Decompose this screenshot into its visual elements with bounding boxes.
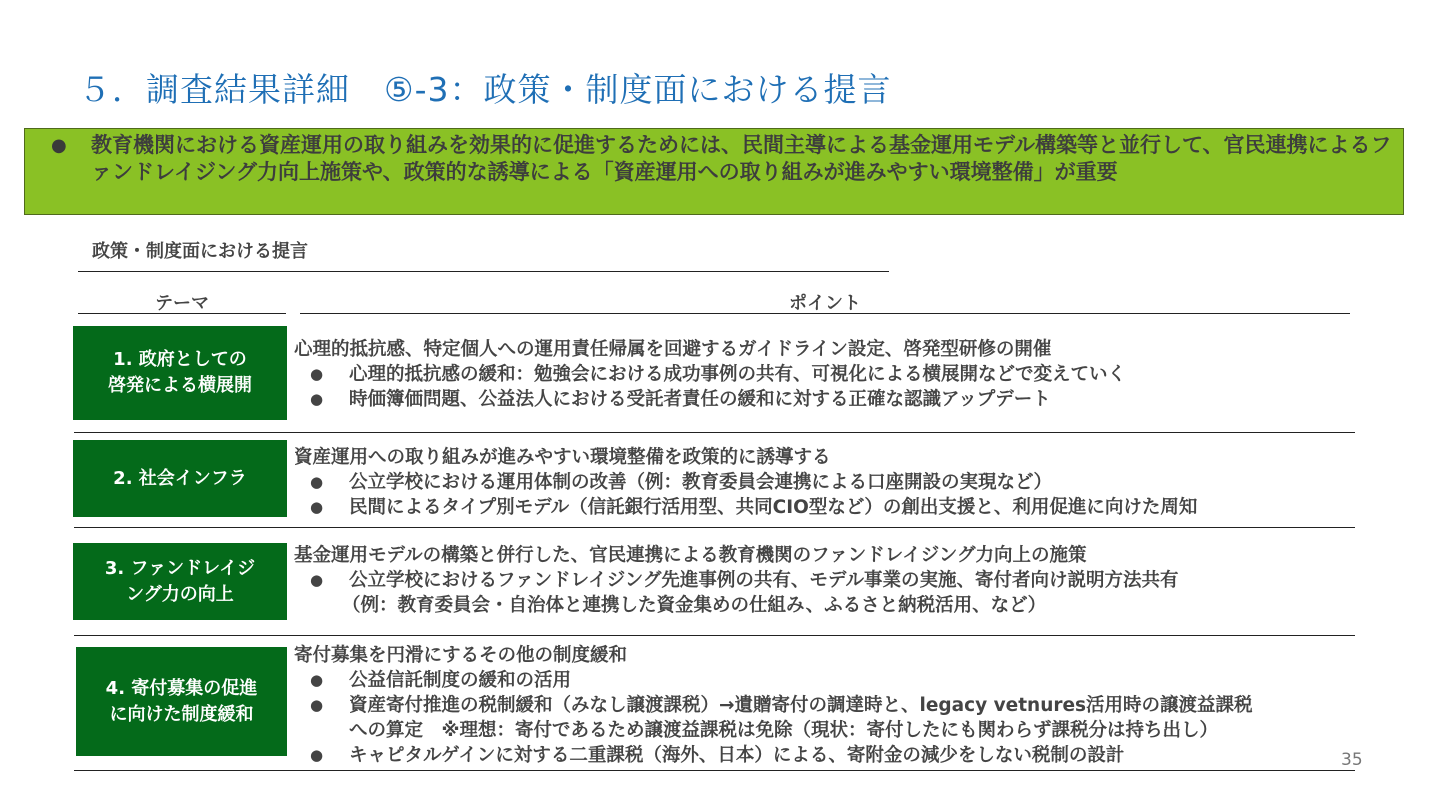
list-item: ● 民間によるタイプ別モデル（信託銀行活用型、共同CIO型など）の創出支援と、利用促進に向けた周知 <box>310 497 1198 518</box>
list-item: ● 公立学校における運用体制の改善（例：教育委員会連携による口座開設の実現など） <box>310 472 1053 493</box>
bullet-icon: ● <box>310 498 324 516</box>
row-heading: 基金運用モデルの構築と併行した、官民連携による教育機関のファンドレイジング力向上の施策 <box>294 545 1087 566</box>
row-points-1 <box>294 337 1359 412</box>
list-item: ● 公益信託制度の緩和の活用 <box>310 670 572 691</box>
bullet-icon: ● <box>310 571 324 589</box>
row-heading: 資産運用への取り組みが進みやすい環境整備を政策的に誘導する <box>294 447 831 468</box>
bullet-icon: ● <box>310 365 324 383</box>
bullet-icon: ● <box>310 696 324 714</box>
summary-bullet: ● <box>51 135 67 156</box>
row-points-3 <box>294 543 1359 618</box>
list-item: ● 資産寄付推進の税制緩和（みなし譲渡課税）→遺贈寄付の調達時と、legacy vetnures活用時の譲渡益課税 <box>310 695 1253 716</box>
theme-box-3: 3. ファンドレイジ ング力の向上 <box>73 543 287 620</box>
list-item: ● キャピタルゲインに対する二重課税（海外、日本）による、寄附金の減少をしない税制の設計 <box>310 745 1125 766</box>
row-divider <box>74 432 1355 433</box>
list-item: ● 心理的抵抗感の緩和：勉強会における成功事例の共有、可視化による横展開などで変えていく <box>310 364 1127 385</box>
list-item: ● 時価簿価問題、公益法人における受託者責任の緩和に対する正確な認識アップデート <box>310 389 1051 410</box>
theme-box-2: 2. 社会インフラ <box>73 440 287 517</box>
row-divider <box>74 527 1355 528</box>
column-header-point: ポイント <box>789 293 861 314</box>
column-header-theme: テーマ <box>155 293 209 314</box>
point-header-underline <box>300 313 1350 314</box>
list-item-continuation: （例：教育委員会・自治体と連携した資金集めの仕組み、ふるさと納税活用、など） <box>342 595 1047 616</box>
list-item: ● 公立学校におけるファンドレイジング先進事例の共有、モデル事業の実施、寄付者向け説明方法共有 <box>310 570 1179 591</box>
table-bottom-line <box>74 770 1355 771</box>
row-heading: 心理的抵抗感、特定個人への運用責任帰属を回避するガイドライン設定、啓発型研修の開催 <box>294 339 1052 360</box>
list-item-continuation: への算定 ※理想：寄付であるため譲渡益課税は免除（現状：寄付したにも関わらず課税分は持ち出し） <box>349 720 1218 741</box>
summary-box <box>24 128 1404 215</box>
row-divider <box>74 635 1355 636</box>
section-divider <box>78 271 889 272</box>
bullet-icon: ● <box>310 671 324 689</box>
page-number: 35 <box>1341 750 1363 770</box>
row-points-4 <box>294 643 1359 768</box>
summary-text: 教育機関における資産運用の取り組みを効果的に促進するためには、民間主導による基金運用モデル構築等と並行して、官民連携によるファンドレイジング力向上施策や、政策的な誘導による「資産運用への取り組みが進みやすい環境整備」が重要 <box>91 133 1392 184</box>
bullet-icon: ● <box>310 746 324 764</box>
slide-title: ５．調査結果詳細 ⑤-3：政策・制度面における提言 <box>78 70 892 109</box>
bullet-icon: ● <box>310 390 324 408</box>
row-heading: 寄付募集を円滑にするその他の制度緩和 <box>294 645 628 666</box>
row-points-2 <box>294 445 1359 520</box>
theme-box-1: 1. 政府としての 啓発による横展開 <box>73 326 287 420</box>
bullet-icon: ● <box>310 473 324 491</box>
theme-box-4: 4. 寄付募集の促進 に向けた制度緩和 <box>76 647 287 756</box>
section-label: 政策・制度面における提言 <box>92 241 308 262</box>
theme-header-underline <box>78 313 286 314</box>
